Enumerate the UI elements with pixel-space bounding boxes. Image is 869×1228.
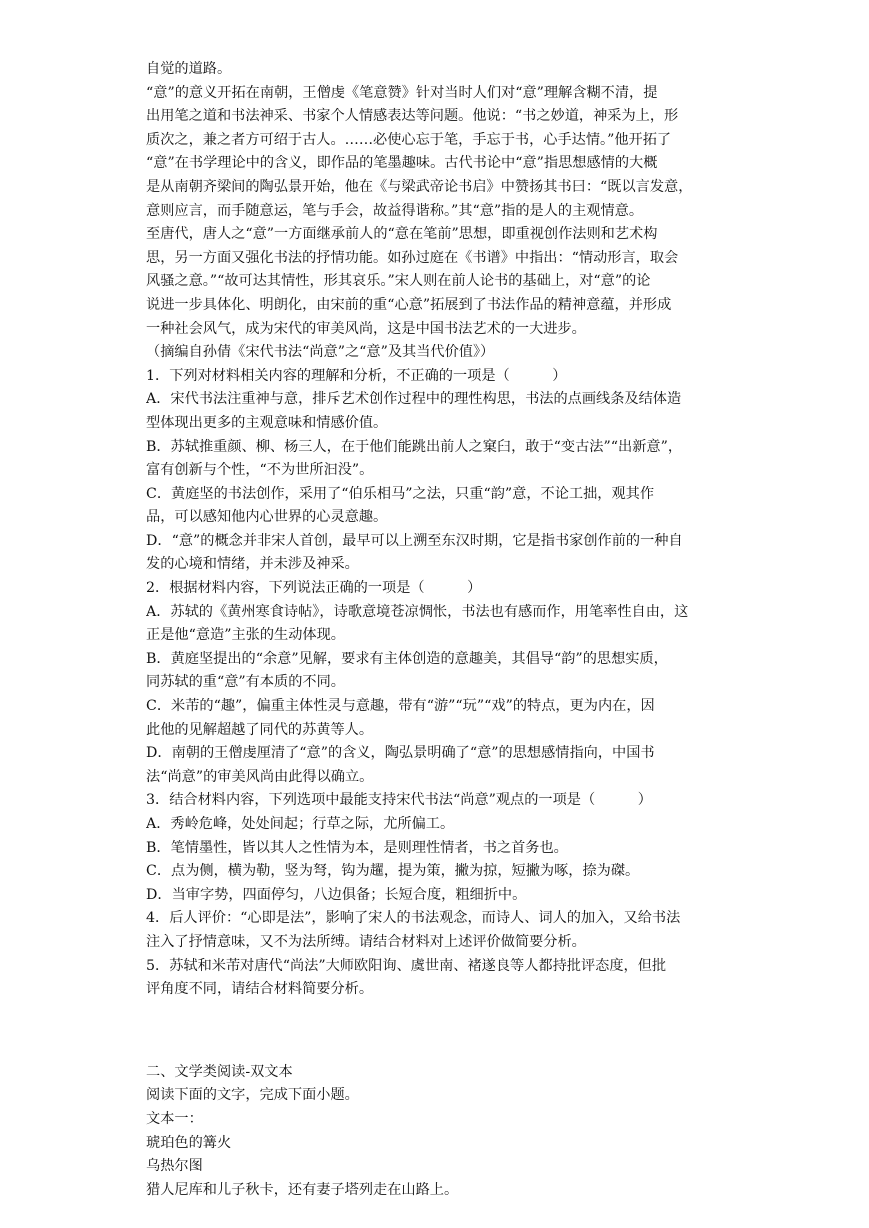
section2-line-1: 二、文学类阅读-双文本	[146, 1063, 293, 1080]
question-line-4: B．苏轼推重颜、柳、杨三人，在于他们能跳出前人之窠臼，敢于“变古法”“出新意”，	[146, 438, 683, 455]
passage-line-6: 是从南朝齐梁间的陶弘景开始，他在《与梁武帝论书启》中赞扬其书曰：“既以言发意，	[146, 178, 693, 195]
question-line-9: 发的心境和情绪，并未涉及神采。	[146, 556, 359, 573]
section2-line-5: 乌热尔图	[146, 1158, 203, 1175]
passage-line-12: 一种社会风气，成为宋代的审美风尚，这是中国书法艺术的一大进步。	[146, 320, 586, 337]
question-line-25: 注入了抒情意味，又不为法所缚。请结合材料对上述评价做简要分析。	[146, 933, 586, 950]
passage-line-7: 意则应言，而手随意运，笔与手会，故益得谐称。”其“意”指的是人的主观情意。	[146, 202, 644, 219]
section2-line-2: 阅读下面的文字，完成下面小题。	[146, 1087, 359, 1104]
question-line-23: D．当审字势，四面停匀，八边俱备；长短合度，粗细折中。	[146, 886, 527, 903]
passage-line-2: “意”的意义开拓在南朝，王僧虔《笔意赞》针对当时人们对“意”理解含糊不清，提	[146, 84, 658, 101]
question-line-27: 评角度不同，请结合材料简要分析。	[146, 981, 374, 998]
question-line-21: B．笔情墨性，皆以其人之性情为本，是则理性情者，书之首务也。	[146, 839, 568, 856]
section2-line-3: 文本一：	[146, 1110, 203, 1127]
passage-line-9: 思，另一方面又强化书法的抒情功能。如孙过庭在《书谱》中指出：“情动形言，取会	[146, 249, 679, 266]
passage-line-13: （摘编自孙倩《宋代书法“尚意”之“意”及其当代价值》）	[146, 344, 495, 361]
questions-section	[146, 365, 723, 1002]
question-line-8: D．“意”的概念并非宋人首创，最早可以上溯至东汉时期，它是指书家创作前的一种自	[146, 532, 683, 549]
question-line-22: C．点为侧，横为勒，竖为弩，钩为趯，提为策，撇为掠，短撇为啄，捺为磔。	[146, 863, 640, 880]
question-line-6: C．黄庭坚的书法创作，采用了“伯乐相马”之法，只重“韵”意，不论工拙，观其作	[146, 485, 655, 502]
question-line-26: 5．苏轼和米芾对唐代“尚法”大师欧阳询、虞世南、褚遂良等人都持批评态度，但批	[146, 957, 667, 974]
passage-line-5: “意”在书学理论中的含义，即作品的笔墨趣味。古代书论中“意”指思想感情的大概	[146, 155, 658, 172]
question-line-13: B．黄庭坚提出的“余意”见解，要求有主体创造的意趣美，其倡导“韵”的思想实质，	[146, 650, 668, 667]
section2-line-4: 琥珀色的篝火	[146, 1134, 232, 1151]
passage-section	[146, 58, 723, 365]
question-line-1: 1．下列对材料相关内容的理解和分析，不正确的一项是（ ）	[146, 367, 567, 384]
question-line-19: 3．结合材料内容，下列选项中最能支持宋代书法“尚意”观点的一项是（ ）	[146, 792, 652, 809]
passage-line-11: 说进一步具体化、明朗化，由宋前的重“心意”拓展到了书法作品的精神意蕴，并形成	[146, 296, 672, 313]
passage-line-8: 至唐代，唐人之“意”一方面继承前人的“意在笔前”思想，即重视创作法则和艺术构	[146, 226, 658, 243]
passage-line-4: 质次之，兼之者方可绍于古人。……必使心忘于笔，手忘于书，心手达情。”他开拓了	[146, 131, 672, 148]
question-line-18: 法“尚意”的审美风尚由此得以确立。	[146, 768, 374, 785]
question-line-12: 正是他“意造”主张的生动体现。	[146, 627, 345, 644]
section-gap	[146, 1002, 723, 1061]
literary-reading-section	[146, 1061, 723, 1203]
section2-line-6: 猎人尼库和儿子秋卡，还有妻子塔列走在山路上。	[146, 1181, 459, 1198]
question-line-15: C．米芾的“趣”，偏重主体性灵与意趣，带有“游”“玩”“戏”的特点，更为内在，因	[146, 698, 655, 715]
question-line-24: 4．后人评价：“心即是法”，影响了宋人的书法观念，而诗人、词人的加入，又给书法	[146, 910, 681, 927]
question-line-10: 2．根据材料内容，下列说法正确的一项是（ ）	[146, 580, 482, 597]
question-line-11: A．苏轼的《黄州寒食诗帖》，诗歌意境苍凉惆怅，书法也有感而作，用笔率性自由，这	[146, 603, 689, 620]
question-line-7: 品，可以感知他内心世界的心灵意趣。	[146, 509, 388, 526]
passage-line-10: 风骚之意。”“故可达其情性，形其哀乐。”宋人则在前人论书的基础上，对“意”的论	[146, 273, 651, 290]
question-line-3: 型体现出更多的主观意味和情感价值。	[146, 414, 388, 431]
passage-line-3: 出用笔之道和书法神采、书家个人情感表达等问题。他说：“书之妙道，神采为上，形	[146, 108, 679, 125]
question-line-2: A．宋代书法注重神与意，排斥艺术创作过程中的理性构思，书法的点画线条及结体造	[146, 391, 682, 408]
question-line-20: A．秀岭危峰，处处间起；行草之际，尤所偏工。	[146, 816, 455, 832]
question-line-5: 富有创新与个性，“不为世所汩没”。	[146, 462, 374, 479]
question-line-14: 同苏轼的重“意”有本质的不同。	[146, 674, 345, 691]
passage-line-1: 自觉的道路。	[146, 61, 232, 77]
question-line-16: 此他的见解超越了同代的苏黄等人。	[146, 721, 374, 738]
question-line-17: D．南朝的王僧虔厘清了“意”的含义，陶弘景明确了“意”的思想感情指向，中国书	[146, 745, 655, 762]
